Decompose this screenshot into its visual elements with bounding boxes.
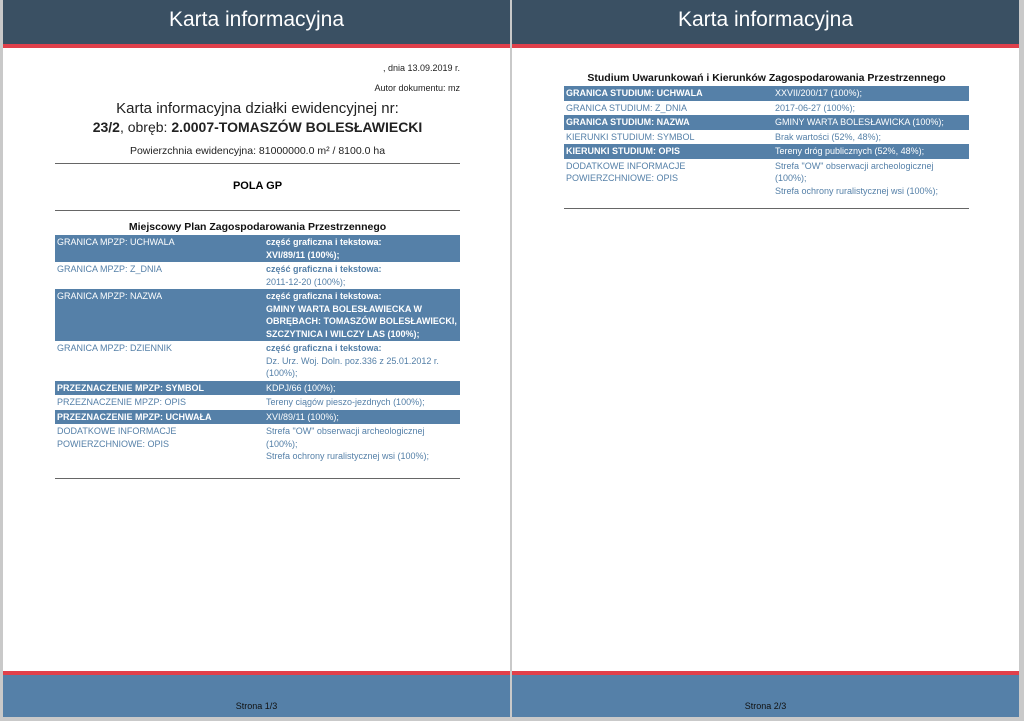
row-key: GRANICA STUDIUM: Z_DNIA [564,101,773,116]
table-row [564,144,969,159]
document-page-2 [512,0,1019,717]
value-line: 2017-06-27 (100%); [775,102,856,113]
row-value [264,341,460,381]
table-row [564,86,969,101]
page-header [3,0,510,48]
page-2-content [564,62,969,209]
page-footer [512,671,1019,717]
row-value [264,289,460,341]
row-value [264,262,460,289]
date-line: , dnia 13.09.2019 r. [382,63,460,73]
table-row [55,424,460,464]
row-key: KIERUNKI STUDIUM: OPIS [564,144,773,159]
title-line-1: Karta informacyjna działki ewidencyjnej nr: [116,100,399,117]
value-line: XXVII/200/17 (100%); [775,88,863,98]
row-value [773,86,969,101]
row-key: KIERUNKI STUDIUM: SYMBOL [564,130,773,145]
row-value [773,130,969,145]
value-line: XVI/89/11 (100%); [266,249,340,260]
page-header [512,0,1019,48]
row-value [264,235,460,262]
row-value [773,101,969,116]
value-label: część graficzna i tekstowa: [266,343,382,353]
title-line-2 [55,119,460,135]
row-key: GRANICA MPZP: NAZWA [55,289,264,341]
row-key: PRZEZNACZENIE MPZP: UCHWAŁA [55,410,264,425]
value-line: Strefa "OW" obserwacji archeologicznej (100%); [775,160,934,183]
value-line: KDPJ/66 (100%); [266,382,336,393]
row-key: PRZEZNACZENIE MPZP: SYMBOL [55,381,264,396]
value-label: część graficzna i tekstowa: [266,264,382,274]
studium-table [564,86,969,198]
table-row [55,341,460,381]
row-key: GRANICA STUDIUM: UCHWALA [564,86,773,101]
table-row [55,235,460,262]
value-line: GMINY WARTA BOLESŁAWICKA (100%); [775,117,944,127]
value-line: Strefa ochrony ruralistycznej wsi (100%); [775,185,939,196]
row-value [264,381,460,396]
value-line: Dz. Urz. Woj. Doln. poz.336 z 25.01.2012 r. (100%); [266,355,439,378]
page-footer [3,671,510,717]
table-row [55,395,460,410]
row-key: GRANICA MPZP: UCHWALA [55,235,264,262]
table-row [55,262,460,289]
header-title: Karta informacyjna [168,8,345,31]
value-line: XVI/89/11 (100%); [266,411,339,422]
row-key: GRANICA MPZP: Z_DNIA [55,262,264,289]
page-number: Strona 2/3 [744,701,787,711]
page-1-content [55,62,460,479]
row-value [264,395,460,410]
table-row [55,289,460,341]
obreb-value: 2.0007-TOMASZÓW BOLESŁAWIECKI [171,119,423,135]
mpzp-table [55,235,460,464]
value-line: Strefa "OW" obserwacji archeologicznej (100%); [266,426,425,449]
value-line: 2011-12-20 (100%); [266,276,346,287]
table-row [564,130,969,145]
divider [55,163,460,164]
value-line: Strefa ochrony ruralistycznej wsi (100%); [266,451,430,461]
table-row [55,381,460,396]
table-row [564,115,969,130]
row-key: PRZEZNACZENIE MPZP: OPIS [55,395,264,410]
mpzp-table-title: Miejscowy Plan Zagospodarowania Przestrzennego [128,221,387,233]
table-row [564,159,969,199]
divider [55,478,460,479]
row-value [773,115,969,130]
divider [55,210,460,211]
value-line: GMINY WARTA BOLESŁAWIECKA W OBRĘBACH: TOMASZÓW BOLESŁAWIECKI, SZCZYTNICA I WILCZY LAS (100%); [266,303,457,339]
row-value [264,410,460,425]
section-heading: POLA GP [232,180,283,192]
value-label: część graficzna i tekstowa: [266,291,382,301]
value-label: część graficzna i tekstowa: [266,237,382,247]
parcel-number: 23/2 [92,119,120,135]
row-key: GRANICA STUDIUM: NAZWA [564,115,773,130]
area-line: Powierzchnia ewidencyjna: 81000000.0 m² / 8100.0 ha [129,145,386,157]
value-line: Tereny ciągów pieszo-jezdnych (100%); [266,397,425,407]
studium-table-title: Studium Uwarunkowań i Kierunków Zagospodarowania Przestrzennego [587,72,946,84]
row-key: GRANICA MPZP: DZIENNIK [55,341,264,381]
row-value [264,424,460,464]
row-key: DODATKOWE INFORMACJE POWIERZCHNIOWE: OPIS [564,159,773,199]
value-line: Tereny dróg publicznych (52%, 48%); [775,146,925,156]
page-number: Strona 1/3 [235,701,278,711]
author-line: Autor dokumentu: mz [374,83,460,93]
document-page-1 [3,0,510,717]
document-title [55,100,460,135]
row-key: DODATKOWE INFORMACJE POWIERZCHNIOWE: OPIS [55,424,264,464]
table-row [55,410,460,425]
obreb-label: , obręb: [119,119,172,135]
divider [564,208,969,209]
header-title: Karta informacyjna [677,8,854,31]
value-line: Brak wartości (52%, 48%); [775,131,882,142]
row-value [773,159,969,199]
table-row [564,101,969,116]
row-value [773,144,969,159]
